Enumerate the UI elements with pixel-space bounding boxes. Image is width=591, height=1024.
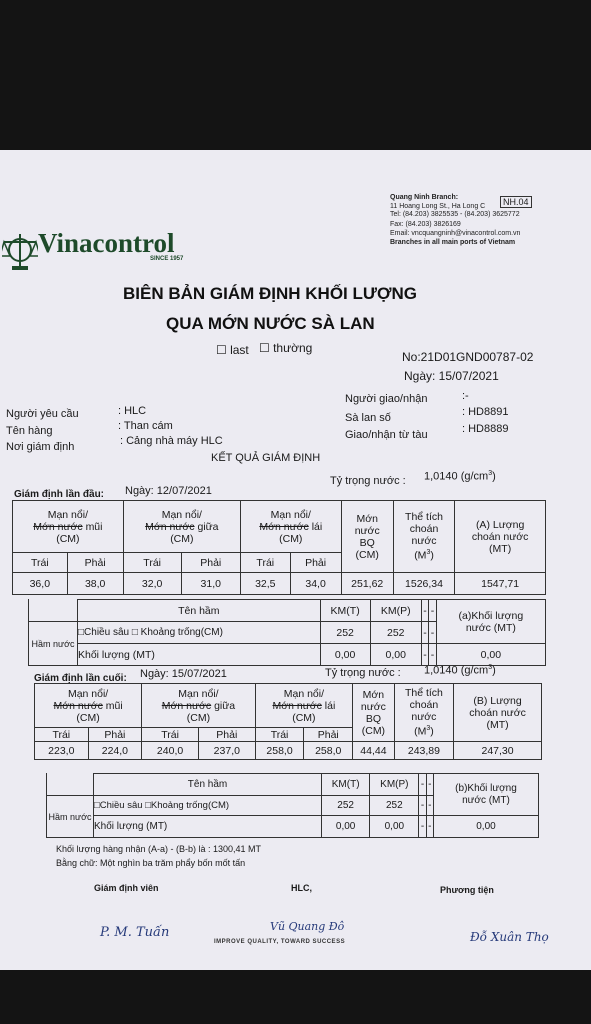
- cell-text: (CM): [292, 711, 316, 724]
- initial-col-bq: [341, 501, 393, 573]
- final-value: 237,0: [198, 742, 255, 760]
- vessel-signature: Đỗ Xuân Thọ: [470, 930, 549, 944]
- cell-text: Mạn nổi/: [270, 508, 311, 521]
- form-code: NH.04: [500, 196, 532, 208]
- initial-holds-table: [28, 599, 546, 666]
- branch-address: 11 Hoang Long St., Ha Long C: [390, 203, 486, 210]
- holds-blank: [47, 774, 94, 796]
- cell-text: BQ: [359, 536, 375, 549]
- holds-depth-label: □Chiều sâu □Khoảng trống(CM): [94, 796, 322, 816]
- holds-dash: -: [419, 796, 426, 816]
- initial-col-aft: [240, 501, 341, 553]
- cell-text: (A) Lượng: [475, 518, 525, 531]
- final-date: Ngày: 15/07/2021: [140, 668, 227, 680]
- barge-value: : HD8891: [462, 406, 509, 418]
- holds-dash: -: [421, 622, 428, 644]
- final-density-text: 1,0140 (g/cm: [424, 664, 489, 677]
- cell-text: choán: [409, 699, 439, 712]
- final-density-label: Tỷ trọng nước :: [325, 667, 401, 679]
- holds-dash: -: [419, 816, 426, 838]
- holds-dash: -: [429, 644, 436, 666]
- initial-density-text: 1,0140 (g/cm: [424, 470, 489, 483]
- cell-text: (CM): [355, 548, 379, 561]
- holds-total: 0,00: [436, 644, 545, 666]
- branch-tel: Tel: (84.203) 3825535 - (84.203) 3625772: [390, 211, 520, 218]
- final-left-3: Trái: [255, 728, 304, 742]
- cargo-value: : Than cám: [118, 420, 173, 432]
- cell-text: (CM): [361, 724, 386, 737]
- cell-text: Mạn nổi/: [178, 687, 219, 700]
- place-label: Nơi giám định: [6, 441, 75, 453]
- holds-km-p: KM(P): [370, 600, 421, 622]
- holds-dash: -: [426, 774, 433, 796]
- holds-depth-p: 252: [370, 796, 419, 816]
- cell-text: Mớn nước: [272, 699, 322, 712]
- initial-date: Ngày: 12/07/2021: [125, 485, 212, 497]
- cell-text: lái: [311, 520, 323, 533]
- final-density-value: 1,0140 $(g/cm^3)$: [424, 664, 496, 677]
- cell-text: (CM): [56, 532, 80, 545]
- final-value: 258,0: [304, 742, 353, 760]
- inspector-label: Giám định viên: [94, 883, 159, 893]
- cell-text: nước: [411, 711, 437, 724]
- initial-value: 251,62: [341, 573, 393, 595]
- summary-mass: Khối lượng hàng nhận (A-a) - (B-b) là : 1300,41 MT: [56, 844, 262, 854]
- holds-depth-p: 252: [370, 622, 421, 644]
- initial-value: 34,0: [290, 573, 341, 595]
- holds-result-header: [436, 600, 545, 644]
- cell-text: (B) Lượng: [473, 694, 522, 707]
- final-value: 258,0: [255, 742, 304, 760]
- final-value: 224,0: [88, 742, 142, 760]
- initial-value: 31,0: [181, 573, 240, 595]
- cell-text: choán nước: [471, 530, 529, 543]
- cell-text: BQ: [365, 712, 381, 725]
- final-value: 247,30: [454, 742, 542, 760]
- final-right-3: Phải: [304, 728, 353, 742]
- doc-title-line2: QUA MỚN NƯỚC SÀ LAN: [166, 314, 375, 333]
- option-thuong-checkbox: ☐ thường: [259, 341, 313, 355]
- initial-value: 38,0: [67, 573, 123, 595]
- doc-date: Ngày: 15/07/2021: [404, 369, 499, 383]
- cell-text: Mạn nổi/: [161, 508, 202, 521]
- result-heading: KẾT QUẢ GIÁM ĐỊNH: [211, 452, 321, 464]
- holds-dash: -: [426, 796, 433, 816]
- inspector-signature: P. M. Tuấn: [100, 925, 170, 940]
- holds-mass-label: Khối lượng (MT): [78, 644, 321, 666]
- branch-email: Email: vncquangninh@vinacontrol.com.vn: [390, 230, 521, 237]
- holds-row-label: Hầm nước: [29, 622, 78, 666]
- cell-text: choán: [409, 523, 439, 536]
- holds-km-t: KM(T): [322, 774, 370, 796]
- initial-right-3: Phải: [290, 553, 341, 573]
- initial-col-mass: [455, 501, 546, 573]
- final-left-1: Trái: [35, 728, 89, 742]
- cell-text: Mớn: [362, 688, 385, 701]
- holds-name-header: Tên hầm: [78, 600, 321, 622]
- cell-text: lái: [324, 699, 336, 712]
- doc-number: No:21D01GND00787-02: [402, 350, 534, 364]
- brand-logo-text: Vinacontrol: [38, 228, 175, 258]
- initial-col-vol: Thể tích choán nước $(M^3)$: [393, 501, 454, 573]
- initial-value: 36,0: [13, 573, 68, 595]
- final-col-bq: [353, 684, 395, 742]
- final-holds-table: [46, 773, 539, 838]
- holds-dash: -: [429, 622, 436, 644]
- initial-density-label: Tỷ trọng nước :: [330, 475, 406, 487]
- cell-text: (CM): [186, 711, 211, 724]
- holds-mass-p: 0,00: [370, 644, 421, 666]
- holds-dash: -: [419, 774, 426, 796]
- cell-text: (MT): [489, 542, 512, 555]
- summary-words: Bằng chữ: Một nghìn ba trăm phẩy bốn mốt tấn: [56, 858, 246, 868]
- holds-dash: -: [429, 600, 436, 622]
- final-value: 223,0: [35, 742, 89, 760]
- cell-text: nước: [360, 700, 386, 713]
- cell-text: giữa: [214, 699, 236, 712]
- final-value: 243,89: [394, 742, 453, 760]
- cell-text: (M: [414, 725, 427, 738]
- branch-fax: Fax: (84.203) 3826169: [390, 221, 461, 228]
- initial-right-2: Phải: [181, 553, 240, 573]
- barge-label: Sà lan số: [345, 412, 391, 424]
- final-col-mid: [142, 684, 256, 728]
- report-paper: [0, 150, 591, 970]
- option-last-checkbox: ☐ last: [216, 343, 249, 357]
- final-col-mass: [454, 684, 542, 742]
- cell-text: (a)Khối lượng: [458, 609, 524, 622]
- final-col-aft: [255, 684, 352, 728]
- cell-text: mũi: [105, 699, 123, 712]
- holds-km-t: KM(T): [320, 600, 370, 622]
- ship-value: : HD8889: [462, 423, 509, 435]
- cell-text: nước: [354, 524, 380, 537]
- holds-result-header: [433, 774, 538, 816]
- cell-text: Mớn nước: [259, 520, 309, 533]
- cell-text: Mớn nước: [161, 699, 212, 712]
- cell-text: (M: [414, 549, 427, 562]
- initial-col-fore: [13, 501, 124, 553]
- cell-text: (b)Khối lượng: [455, 782, 517, 794]
- branch-title: Quang Ninh Branch:: [390, 194, 459, 201]
- final-value: 44,44: [353, 742, 395, 760]
- cell-text: (MT): [486, 718, 509, 731]
- holds-row-label: Hầm nước: [47, 796, 94, 838]
- cell-text: nước (MT): [465, 621, 516, 634]
- final-col-vol: Thể tích choán nước $(M^3)$: [394, 684, 453, 742]
- holds-mass-t: 0,00: [320, 644, 370, 666]
- initial-heading: Giám định lần đầu:: [14, 489, 105, 500]
- cell-text: Thể tích: [404, 687, 443, 700]
- holds-depth-label: □Chiều sâu □ Khoảng trống(CM): [78, 622, 321, 644]
- initial-left-3: Trái: [240, 553, 290, 573]
- brand-since: SINCE 1957: [150, 256, 184, 262]
- hlc-label: HLC,: [291, 883, 312, 893]
- holds-km-p: KM(P): [370, 774, 419, 796]
- scale-logo-icon: [2, 228, 38, 276]
- cell-text: Mạn nổi/: [67, 687, 109, 700]
- doc-title-line1: BIÊN BẢN GIÁM ĐỊNH KHỐI LƯỢNG: [123, 284, 417, 303]
- initial-value: 32,5: [240, 573, 290, 595]
- cell-text: Mạn nổi/: [283, 687, 325, 700]
- holds-name-header: Tên hầm: [94, 774, 322, 796]
- option-thuong-label: thường: [273, 341, 313, 355]
- final-col-fore: [35, 684, 142, 728]
- cell-text: (CM): [76, 711, 100, 724]
- cell-text: giữa: [197, 520, 219, 533]
- cell-text: mũi: [85, 520, 103, 533]
- initial-density-value: 1,0140 $(g/cm^3)$: [424, 470, 496, 483]
- holds-dash: -: [426, 816, 433, 838]
- initial-left-2: Trái: [123, 553, 181, 573]
- final-value: 240,0: [142, 742, 199, 760]
- holds-mass-p: 0,00: [370, 816, 419, 838]
- cell-text: (CM): [170, 532, 194, 545]
- requester-label: Người yêu cầu: [6, 408, 79, 420]
- requester-value: : HLC: [118, 405, 147, 417]
- deliver-value: :-: [462, 390, 469, 402]
- cargo-label: Tên hàng: [6, 425, 53, 437]
- holds-depth-t: 252: [320, 622, 370, 644]
- cell-text: Mạn nổi/: [47, 508, 88, 521]
- initial-left-1: Trái: [13, 553, 68, 573]
- hlc-signature: Vũ Quang Đô: [270, 920, 345, 933]
- initial-col-mid: [123, 501, 240, 553]
- final-right-2: Phải: [198, 728, 255, 742]
- holds-dash: -: [421, 644, 428, 666]
- holds-depth-t: 252: [322, 796, 370, 816]
- cell-text: Mớn nước: [145, 520, 195, 533]
- cell-text: (CM): [279, 532, 303, 545]
- initial-right-1: Phải: [67, 553, 123, 573]
- final-right-1: Phải: [88, 728, 142, 742]
- deliver-label: Người giao/nhận: [345, 393, 428, 405]
- final-left-2: Trái: [142, 728, 199, 742]
- holds-mass-t: 0,00: [322, 816, 370, 838]
- cell-text: nước: [411, 535, 437, 548]
- initial-value: 1526,34: [393, 573, 454, 595]
- initial-draft-table: [12, 500, 546, 595]
- vessel-label: Phương tiện: [440, 885, 494, 895]
- cell-text: Mớn: [356, 512, 378, 525]
- cell-text: Mớn nước: [53, 699, 103, 712]
- company-motto: IMPROVE QUALITY, TOWARD SUCCESS: [214, 939, 346, 945]
- final-draft-table: [34, 683, 542, 760]
- cell-text: Thể tích: [405, 511, 443, 524]
- holds-mass-label: Khối lượng (MT): [94, 816, 322, 838]
- final-heading: Giám định lần cuối:: [34, 673, 127, 684]
- holds-total: 0,00: [433, 816, 538, 838]
- holds-blank: [29, 600, 78, 622]
- place-value: : Cảng nhà máy HLC: [120, 435, 223, 447]
- initial-value: 32,0: [123, 573, 181, 595]
- option-last-label: last: [230, 343, 249, 357]
- branch-network: Branches in all main ports of Vietnam: [390, 239, 516, 246]
- cell-text: Mớn nước: [33, 520, 83, 533]
- cell-text: choán nước: [469, 706, 526, 719]
- ship-label: Giao/nhận từ tàu: [345, 429, 428, 441]
- holds-dash: -: [421, 600, 428, 622]
- cell-text: nước (MT): [462, 794, 510, 806]
- initial-value: 1547,71: [455, 573, 546, 595]
